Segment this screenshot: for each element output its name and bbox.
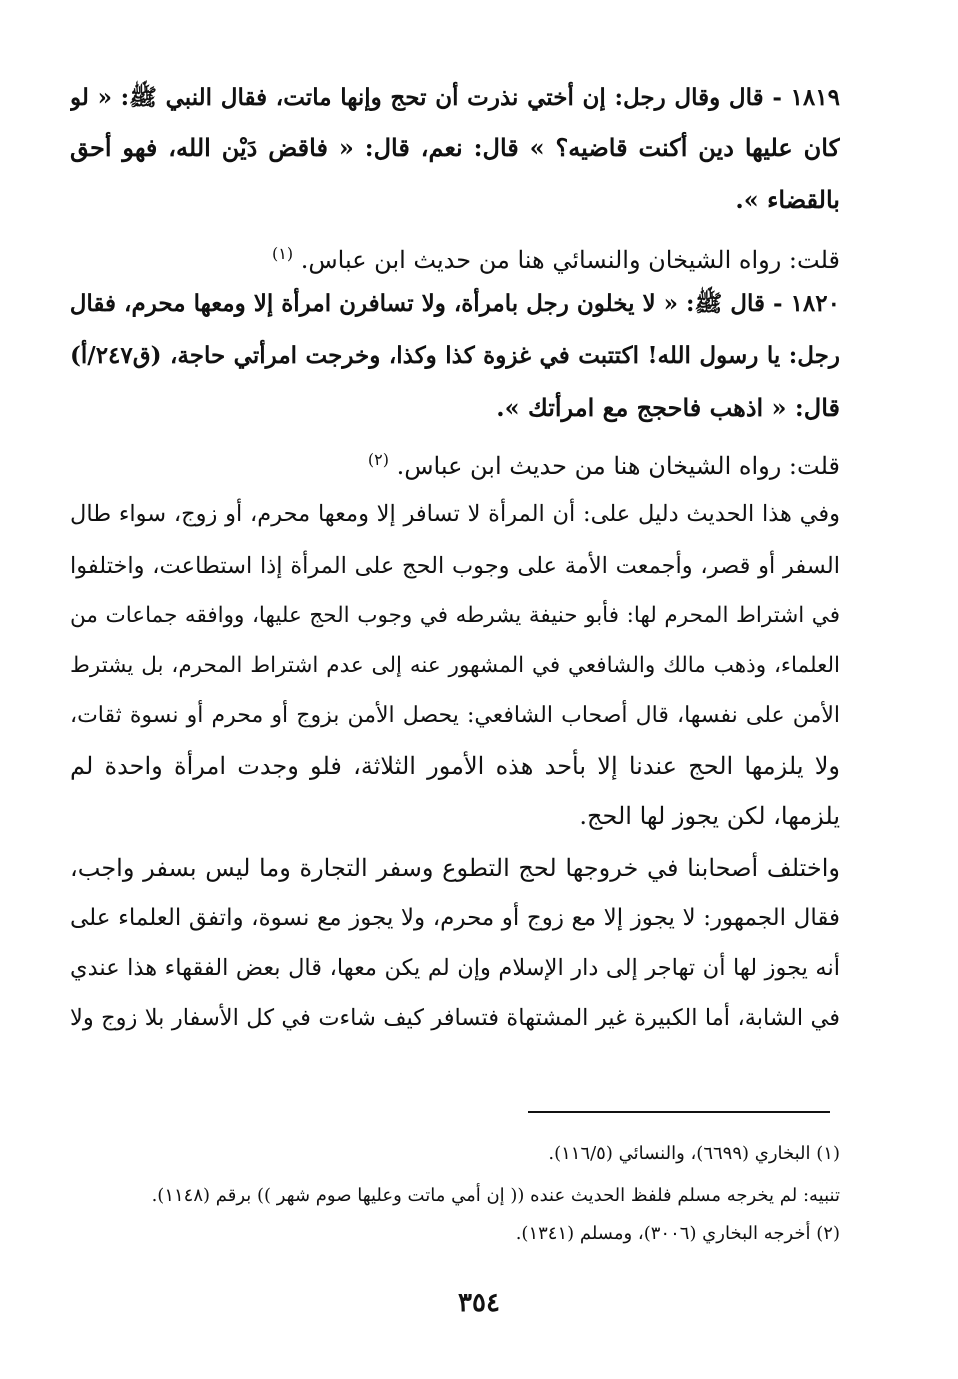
hadith-1820-line-3: قال: « اذهب فاحجج مع امرأتك ». bbox=[496, 393, 840, 422]
hadith-1820-line-1: ١٨٢٠ - قال ﷺ: « لا يخلون رجل بامرأة، ولا تسافرن امرأة إلا ومعها محرم، فقال bbox=[70, 290, 840, 317]
hadith-1819-line-3: بالقضاء ». bbox=[735, 185, 840, 214]
commentary-p1-line-6: ولا يلزمها الحج عندنا إلا بأحد هذه الأمور الثلاثة، فلو وجدت امرأة واحدة لم bbox=[70, 752, 840, 780]
footnote-1-tanbih: تنبيه: لم يخرجه مسلم فلفظ الحديث عنده (( إن أمي ماتت وعليها صوم شهر )) برقم (١١٤٨). bbox=[151, 1185, 840, 1206]
footnote-1: (١) البخاري (٦٦٩٩)، والنسائي (١١٦/٥). bbox=[548, 1143, 840, 1164]
footnote-ref-1: (١) bbox=[272, 244, 294, 263]
hadith-1820-line-2: رجل: يا رسول الله! اكتتبت في غزوة كذا وكذا، وخرجت امرأتي حاجة، (ق٢٤٧/أ) bbox=[70, 342, 840, 369]
commentary-p2-line-2: فقال الجمهور: لا يجوز إلا مع زوج أو محرم، ولا يجوز مع نسوة، واتفق العلماء على bbox=[70, 905, 840, 931]
commentary-p1-line-2: السفر أو قصر، وأجمعت الأمة على وجوب الحج على المرأة إذا استطاعت، واختلفوا bbox=[70, 553, 840, 579]
commentary-p1-line-3: في اشتراط المحرم لها: فأبو حنيفة يشرطه في وجوب الحج عليها، ووافقه جماعات من bbox=[70, 603, 840, 628]
hadith-1819-line-2: كان عليها دين أكنت قاضيه؟ » قال: نعم، قال: « فاقض دَيْن الله، فهو أحق bbox=[70, 133, 840, 162]
note-text: قلت: رواه الشيخان هنا من حديث ابن عباس. bbox=[396, 452, 840, 480]
hadith-1819-note bbox=[70, 234, 840, 278]
commentary-p2-line-1: واختلف أصحابنا في خروجها لحج التطوع وسفر التجارة وما ليس بسفر واجب، bbox=[70, 854, 840, 882]
commentary-p2-line-4: في الشابة، أما الكبيرة غير المشتهاة فتسافر كيف شاءت في كل الأسفار بلا زوج ولا bbox=[70, 1005, 840, 1031]
footnote-ref-2: (٢) bbox=[367, 450, 389, 469]
commentary-p2-line-3: أنه يجوز لها أن تهاجر إلى دار الإسلام وإن لم يكن معها، قال بعض الفقهاء هذا عندي bbox=[70, 955, 840, 981]
commentary-p1-line-4: العلماء، وذهب مالك والشافعي في المشهور عنه إلى عدم اشتراط المحرم، بل يشترط bbox=[70, 653, 840, 678]
commentary-p1-line-7: يلزمها، لكن يجوز لها الحج. bbox=[579, 802, 840, 830]
footnote-separator bbox=[528, 1111, 830, 1113]
page-number: ٣٥٤ bbox=[458, 1288, 500, 1318]
hadith-1820-note bbox=[70, 440, 840, 484]
footnote-2: (٢) أخرجه البخاري (٣٠٠٦)، ومسلم (١٣٤١). bbox=[515, 1223, 840, 1244]
commentary-p1-line-5: الأمن على نفسها، قال أصحاب الشافعي: يحصل الأمن بزوج أو محرم أو نسوة ثقات، bbox=[70, 703, 840, 728]
commentary-p1-line-1: وفي هذا الحديث دليل على: أن المرأة لا تسافر إلا ومعها محرم، أو زوج، سواء طال bbox=[70, 501, 840, 527]
hadith-1819-line-1: ١٨١٩ - قال وقال رجل: إن أختي نذرت أن تحج وإنها ماتت، فقال النبي ﷺ: « لو bbox=[70, 84, 840, 111]
note-text: قلت: رواه الشيخان والنسائي هنا من حديث ابن عباس. bbox=[300, 246, 840, 274]
